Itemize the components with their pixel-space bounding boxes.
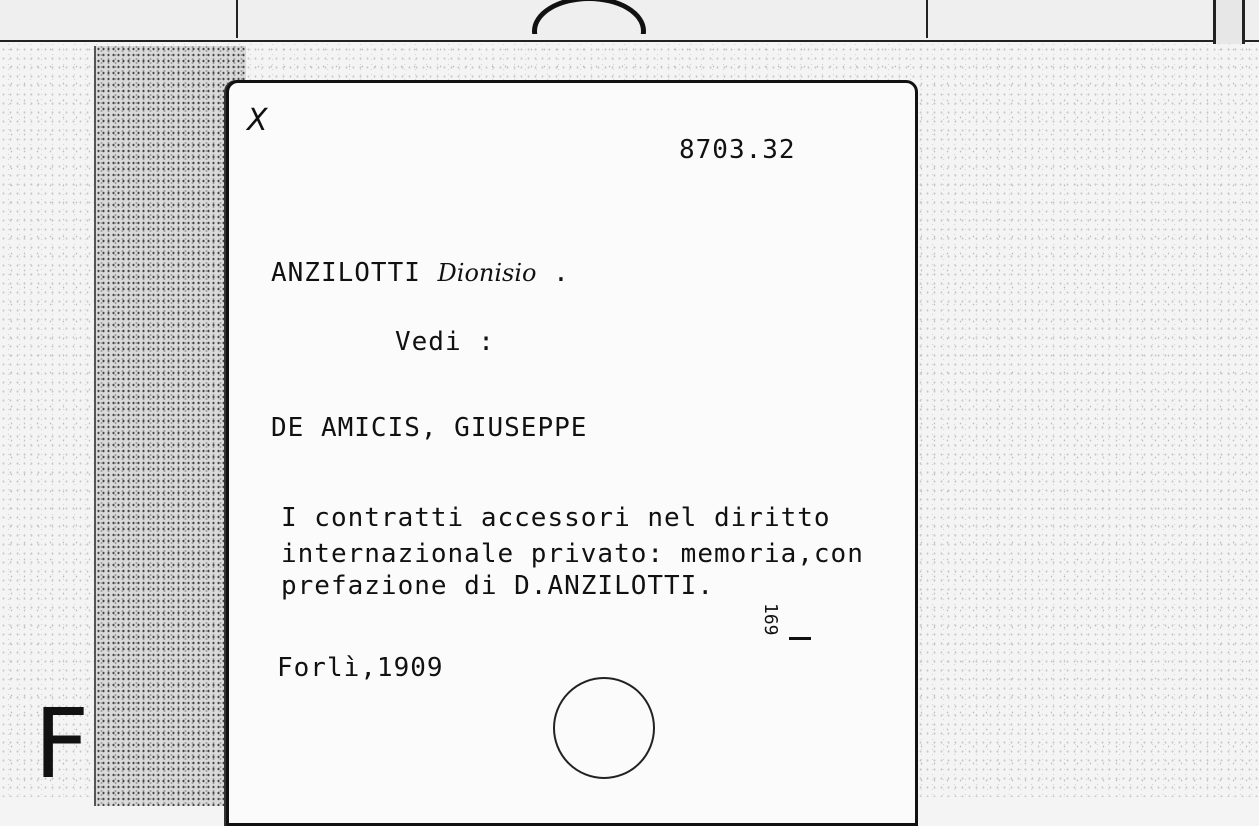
divider-tab <box>1213 0 1245 44</box>
card-edge-line <box>926 0 928 38</box>
card-punch-hole <box>553 677 655 779</box>
card-edge-line <box>236 0 238 38</box>
side-number: 169 <box>760 603 781 636</box>
imprint: Forlì,1909 <box>277 653 444 683</box>
catalog-card <box>226 80 918 826</box>
author-line: ANZILOTTI Dionisio . <box>271 258 570 288</box>
tab-letter: F <box>34 688 90 800</box>
author-typed: ANZILOTTI <box>271 258 421 288</box>
author-handwritten: Dionisio <box>437 259 537 287</box>
call-number: 8703.32 <box>679 135 796 165</box>
title-line: I contratti accessori nel diritto <box>281 503 831 533</box>
card-stack-edge <box>94 46 246 806</box>
title-line: prefazione di D.ANZILOTTI. <box>281 571 714 601</box>
see-reference-label: Vedi : <box>395 327 495 357</box>
referenced-heading: DE AMICIS, GIUSEPPE <box>271 413 588 443</box>
corner-mark: X <box>247 103 269 138</box>
side-number-dash <box>789 637 811 640</box>
title-line: internazionale privato: memoria,con <box>281 539 864 569</box>
